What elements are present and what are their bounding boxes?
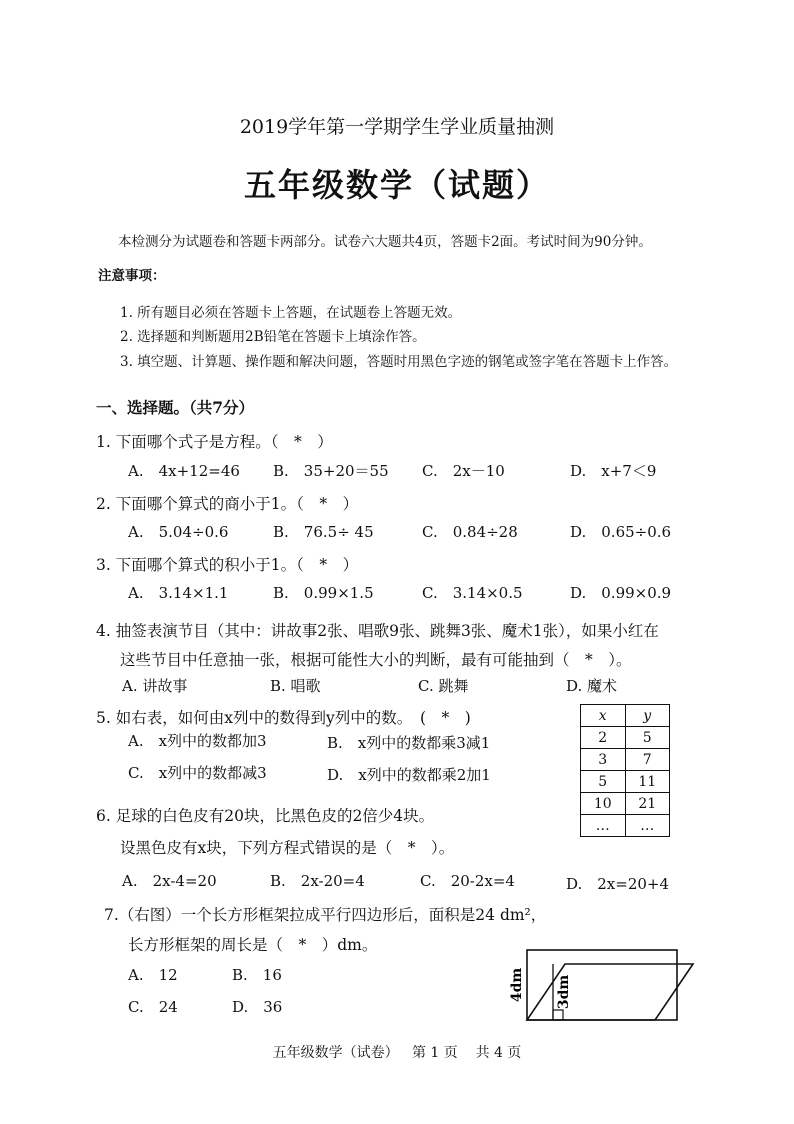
q1-option-d: D. x+7＜9: [570, 462, 657, 480]
intro-text: 本检测分为试题卷和答题卡两部分。试卷六大题共4页，答题卡2面。考试时间为90分钟。: [118, 234, 652, 250]
q1-option-b: B. 35+20＝55: [273, 462, 389, 480]
table-cell: 5: [581, 771, 626, 793]
height-label: 3dm: [556, 974, 572, 1010]
q6-option-d: D. 2x=20+4: [566, 875, 670, 893]
table-cell: 3: [581, 749, 626, 771]
q3-option-c: C. 3.14×0.5: [422, 584, 523, 602]
table-cell: 11: [625, 771, 670, 793]
q6-option-c: C. 20-2x=4: [420, 872, 515, 890]
rectangle-frame: [527, 950, 677, 1020]
q3-option-a: A. 3.14×1.1: [128, 584, 229, 602]
table-cell: …: [625, 815, 670, 837]
question-6-line-2: 设黑色皮有x块，下列方程式错误的是（ * ）。: [120, 839, 455, 857]
question-1: 1. 下面哪个式子是方程。（ * ）: [96, 433, 333, 451]
q1-option-a: A. 4x+12=46: [128, 462, 240, 480]
q7-option-b: B. 16: [232, 966, 282, 984]
footer-page: 第 1 页: [411, 1045, 458, 1061]
parallelogram-shape: [527, 964, 693, 1020]
table-header-y: y: [625, 705, 670, 727]
table-cell: 10: [581, 793, 626, 815]
q4-option-c: C. 跳舞: [418, 677, 469, 695]
q7-option-a: A. 12: [128, 966, 178, 984]
table-cell: 21: [625, 793, 670, 815]
question-3: 3. 下面哪个算式的积小于1。（ * ）: [96, 556, 359, 574]
q2-option-c: C. 0.84÷28: [422, 523, 518, 541]
note-item: 3. 填空题、计算题、操作题和解决问题，答题时用黑色字迹的钢笔或签字笔在答题卡上作答。: [120, 354, 678, 370]
notes-heading: 注意事项：: [98, 268, 166, 284]
q5-option-b: B. x列中的数都乘3减1: [327, 734, 491, 752]
table-cell: …: [581, 815, 626, 837]
q7-option-c: C. 24: [128, 998, 178, 1016]
side-length-label: 4dm: [509, 967, 525, 1003]
table-row: [581, 749, 670, 771]
question-5: 5. 如右表，如何由x列中的数得到y列中的数。 ( * ): [96, 709, 471, 727]
q4-option-d: D. 魔术: [566, 677, 618, 695]
question-4-line-2: 这些节目中任意抽一张，根据可能性大小的判断，最有可能抽到（ * ）。: [120, 651, 632, 669]
right-angle-mark: [553, 1010, 563, 1020]
table-row: [581, 727, 670, 749]
q1-option-c: C. 2x－10: [422, 462, 505, 480]
section-title: 一、选择题。（共7分）: [96, 398, 255, 417]
q3-option-d: D. 0.99×0.9: [570, 584, 672, 602]
q7-option-d: D. 36: [232, 998, 283, 1016]
question-6-line-1: 6. 足球的白色皮有20块，比黑色皮的2倍少4块。: [96, 807, 435, 825]
q5-option-a: A. x列中的数都加3: [128, 732, 267, 750]
table-header-x: x: [581, 705, 626, 727]
q3-option-b: B. 0.99×1.5: [273, 584, 374, 602]
q2-option-b: B. 76.5÷ 45: [273, 523, 374, 541]
question-7-line-2: 长方形框架的周长是（ * ）dm。: [128, 936, 378, 954]
table-row: [581, 771, 670, 793]
table-row: [581, 815, 670, 837]
q4-option-a: A. 讲故事: [122, 677, 188, 695]
q5-option-d: D. x列中的数都乘2加1: [327, 766, 491, 784]
q6-option-b: B. 2x-20=4: [270, 872, 365, 890]
q2-option-a: A. 5.04÷0.6: [128, 523, 229, 541]
question-2: 2. 下面哪个算式的商小于1。（ * ）: [96, 495, 359, 513]
exam-subtitle: 2019学年第一学期学生学业质量抽测: [239, 116, 555, 138]
exam-title: 五年级数学（试题）: [243, 166, 550, 204]
note-item: 1. 所有题目必须在答题卡上答题，在试题卷上答题无效。: [120, 305, 462, 321]
q4-option-b: B. 唱歌: [270, 677, 321, 695]
table-cell: 5: [625, 727, 670, 749]
table-cell: 7: [625, 749, 670, 771]
xy-table: [580, 704, 670, 837]
page-footer: [0, 1042, 794, 1062]
question-7-line-1: 7.（右图）一个长方形框架拉成平行四边形后，面积是24 dm²，: [104, 906, 547, 924]
parallelogram-figure: [495, 928, 705, 1028]
footer-subject: 五年级数学（试卷）: [272, 1045, 399, 1061]
table-row: [581, 793, 670, 815]
note-item: 2. 选择题和判断题用2B铅笔在答题卡上填涂作答。: [120, 329, 426, 345]
footer-total: 共 4 页: [475, 1045, 522, 1061]
q6-option-a: A. 2x-4=20: [122, 872, 217, 890]
q2-option-d: D. 0.65÷0.6: [570, 523, 672, 541]
table-cell: 2: [581, 727, 626, 749]
q5-option-c: C. x列中的数都减3: [128, 764, 267, 782]
question-4-line-1: 4. 抽签表演节目（其中：讲故事2张、唱歌9张、跳舞3张、魔术1张），如果小红在: [96, 622, 659, 640]
